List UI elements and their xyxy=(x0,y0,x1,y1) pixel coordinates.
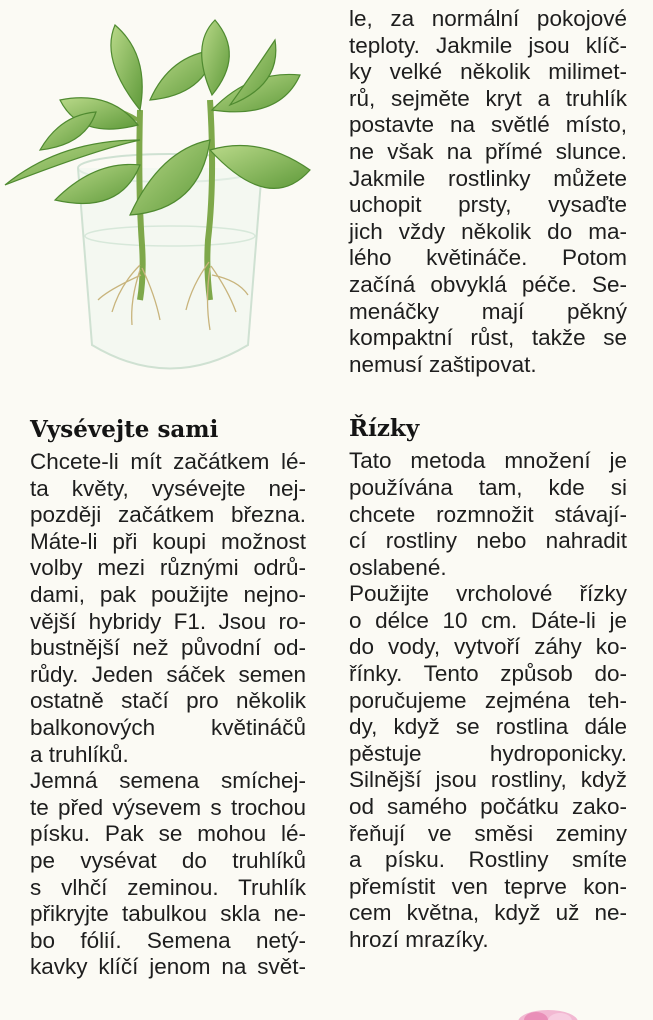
text-line: jich vždy několik do ma- xyxy=(349,218,627,244)
text-line: písku. Pak se mohou lé- xyxy=(30,821,306,847)
text-line: ne však na přímé slunce. xyxy=(349,138,627,164)
text-line: te před výsevem s trochou xyxy=(30,794,306,820)
text-line: začíná obvyklá péče. Se- xyxy=(349,271,627,297)
text-line: dy, když se rostlina dále xyxy=(349,714,627,740)
section-heading-rizky: Řízky xyxy=(349,415,420,443)
text-line: ta květy, vysévejte nej- xyxy=(30,475,306,501)
text-line: Jemná semena smíchej- xyxy=(30,768,306,794)
text-line: růdy. Jeden sáček semen xyxy=(30,661,306,687)
text-line: volby mezi různými odrů- xyxy=(30,555,306,581)
text-line: cí rostliny nebo nahradit xyxy=(349,528,627,554)
cuttings-in-glass-illustration xyxy=(0,0,330,395)
text-line: lého květináče. Potom xyxy=(349,245,627,271)
text-line: Máte-li při koupi možnost xyxy=(30,528,306,554)
text-line: a truhlíků. xyxy=(30,741,129,767)
text-line: oslabené. xyxy=(349,554,447,580)
text-line: uchopit prsty, vysaďte xyxy=(349,192,627,218)
left-column xyxy=(30,415,306,981)
text-line: menáčky mají pěkný xyxy=(349,298,627,324)
text-line: rů, sejměte kryt a truhlík xyxy=(349,85,627,111)
text-line: postavte na světlé místo, xyxy=(349,112,627,138)
text-line: ostatně stačí pro několik xyxy=(30,688,306,714)
right-column xyxy=(349,6,627,954)
text-line: do vody, vytvoří záhy ko- xyxy=(349,634,627,660)
text-line: kavky klíčí jenom na svět- xyxy=(30,954,306,980)
text-line: hrozí mrazíky. xyxy=(349,927,489,952)
text-line: Tato metoda množení je xyxy=(349,448,627,474)
text-line: bustnější než původní od- xyxy=(30,635,306,661)
text-line: pěstuje hydroponicky. xyxy=(349,740,627,766)
text-line: Použijte vrcholové řízky xyxy=(349,581,627,607)
text-line: vější hybridy F1. Jsou ro- xyxy=(30,608,306,634)
flower-fragment-illustration xyxy=(508,1004,588,1020)
text-line: dami, pak použijte nejno- xyxy=(30,581,306,607)
text-line: nemusí zaštipovat. xyxy=(349,351,537,377)
text-line: bo fólií. Semena netý- xyxy=(30,927,306,953)
text-line: řínky. Tento způsob do- xyxy=(349,661,627,687)
text-line: používána tam, kde si xyxy=(349,474,627,500)
section-heading-vysevejte: Vysévejte sami xyxy=(30,416,219,443)
text-line: řeňují ve směsi zeminy xyxy=(349,820,627,846)
text-line: chcete rozmnožit stávají- xyxy=(349,501,627,527)
text-line: od samého počátku zako- xyxy=(349,794,627,820)
text-line: ky velké několik milimet- xyxy=(349,59,627,85)
text-line: Jakmile rostlinky můžete xyxy=(349,165,627,191)
text-line: balkonových květináčů xyxy=(30,714,306,740)
text-line: a písku. Rostliny smíte xyxy=(349,847,627,873)
text-line: poručujeme zejména teh- xyxy=(349,687,627,713)
text-line: přemístit ven teprve kon- xyxy=(349,873,627,899)
text-line: s vlhčí zeminou. Truhlík xyxy=(30,874,306,900)
text-line: o délce 10 cm. Dáte-li je xyxy=(349,607,627,633)
text-line: cem května, když už ne- xyxy=(349,900,627,926)
text-line: Chcete-li mít začátkem lé- xyxy=(30,449,306,474)
text-line: kompaktní růst, takže se xyxy=(349,325,627,351)
text-line: le, za normální pokojové xyxy=(349,6,627,31)
text-line: Silnější jsou rostliny, když xyxy=(349,767,627,793)
text-line: teploty. Jakmile jsou klíč- xyxy=(349,32,627,58)
text-line: přikryjte tabulkou skla ne- xyxy=(30,901,306,927)
text-line: pe vysévat do truhlíků xyxy=(30,847,306,873)
text-line: později začátkem března. xyxy=(30,502,306,528)
